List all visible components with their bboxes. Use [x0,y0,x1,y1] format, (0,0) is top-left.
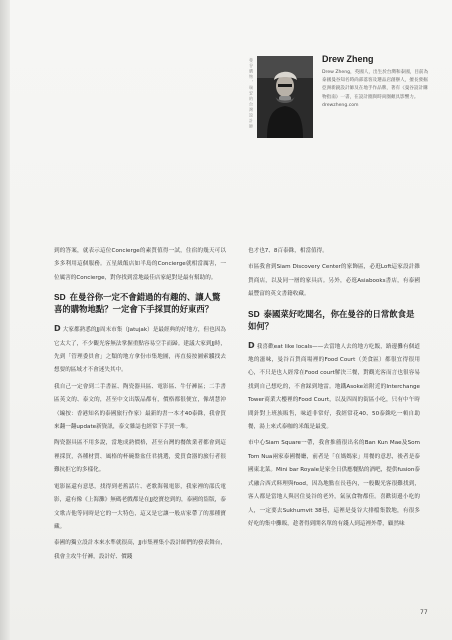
question-label: SD [54,292,66,303]
author-bio [322,69,432,110]
article-paragraph: 到的答案，就表示這位Concierge的素質值得一試，住宿的幾天可以多多利用這個服務。五星級飯店如半島的Concierge就相當厲害，一位厲害的Concierge，對你找到當地最佳店家絕對是最有幫助的。 [54,248,226,281]
author-photo [257,56,313,138]
answer-label: D [248,340,255,350]
question-heading-2 [248,308,420,332]
question-label: SD [248,308,260,319]
article-paragraph: 我自己一定會到二手書區、陶瓷器具區、電影區、牛仔褲區；二手書區英文的、泰文的，甚至中文出版品都有，價格都很便宜，像胡慧沖（編按：香港知名的泰國旅行作家）最新的書一本才40泰銖，我會買來翻一翻update新資訊，泰文雜誌也經常下手買一堆。 [54,383,226,431]
article-paragraph: 陶瓷器具區不用多說，當地成熟價格，甚至台灣的餐飲業者都會到這裡採買，各種材質、風格的杯碗盤盆任君挑選，愛買食器的旅行者很難抗拒它的多樣化。 [54,440,226,474]
article-right-column [248,245,420,534]
article-paragraph: 市中心Siam Square一帶，我會推薦很出名的Ban Kun Mae及Som Tom Nua兩家泰國餐廳，前者是「在媽媽家」用餐的意思，後者是泰國東北菜。Mini bar Royale是家全日供應餐點的酒吧，提供fusion泰式融合西式料理與food，因為地點在長巷內，一般觀光客很難找到，客人都是當地人與居住曼谷的老外，氣氛食物都佳。喜歡街邊小吃的人，一定要去Sukhumvit 38巷，這裡是曼谷大排檔集散地，有很多好吃的集中攤販，趁著得到開名單的有錢人到這裡外帶，顧然味 [248,440,420,527]
answer-text: 我喜歡eat like locals——去當地人去的地方吃飯，路邊攤有個道地的滋味，曼谷百貨商場裡的Food Court（美食區）都很宜得很用心，不只是也人經常在Food court解決三餐，對觀光客而言也很容易找到自己想吃的，不會踩到地雷。地鐵Asoke站附近的Interchange Tower商業大樓裡的Food Court，以及四周的街區小吃，只有中午時間針對上班族販售，味道非常好，我經常花40、50泰銖吃一頓自助餐，湯上來式泰咖的米飯是最愛。 [248,343,420,431]
page-binding-shadow [0,0,10,640]
author-name: Drew Zheng [322,54,374,64]
question-heading-1 [54,291,226,315]
question-text: 在曼谷你一定不會錯過的有趣的、讓人驚喜的購物地點？一定會下手採買的好東西？ [54,292,221,315]
author-bio-text: Drew Zheng，英國人，出生於台灣和泰國，目前為泰國曼谷知名時尚部落客及選品店創辦人，擅長發掘亞洲新銳設計師及在地手作品牌，著有《曼谷設計購物指南》一書，在設計圈與時尚圈頗具影響力。 [322,70,429,100]
answer-text: 大家都熟悉的JJ周末市集（Jatujak）是最經典的好地方，但也因為它太大了，不少觀光客無法掌握重點容易空手而歸。建議大家到JJ時，先到「管理委員會」之類的地方拿份市集地圖，再直接按圖索驥找去想要的區域才不會迷失其中。 [54,327,226,374]
page-number: 77 [420,609,428,616]
article-paragraph: 電影區還有意思，找得到老舊話片、老歌海報電影，我家裡的邵氏電影，還有像《上海灘》無碼老戲都是在JJ挖寶挖到的，泰國的盜版，泰文歌吉他等同時是它的一大特色，這又是它讓一般店家帶了的那種寶藏。 [54,483,226,530]
article-paragraph: 泰國的獨立設計本來水準就很高，JJ市集裡集小設計師們的發表舞台，我會主攻牛仔褲，設計好、價錢 [54,540,226,560]
question-text: 泰國菜好吃聞名，你在曼谷的日常飲食是如何？ [248,308,415,331]
article-paragraph: 也才也7、8百泰銖，相當值得。 [248,248,328,254]
sidebar-vertical-text: 曼谷購物，瑞安的台灣設計師 [249,58,254,130]
answer-paragraph [248,339,420,435]
answer-label: D [54,324,61,334]
article-left-column [54,245,226,567]
author-portrait-icon [257,56,313,138]
author-website-link[interactable]: drewzheng.com [322,102,359,108]
answer-paragraph [54,322,226,378]
article-paragraph: 市區我會到Siam Discovery Center的家飾區，必逛Loft這家設計雜貨商店，以及同一層的家具店。另外，必逛Asiabooks書店，有泰國最豐富的英文書籍收藏。 [248,264,420,298]
